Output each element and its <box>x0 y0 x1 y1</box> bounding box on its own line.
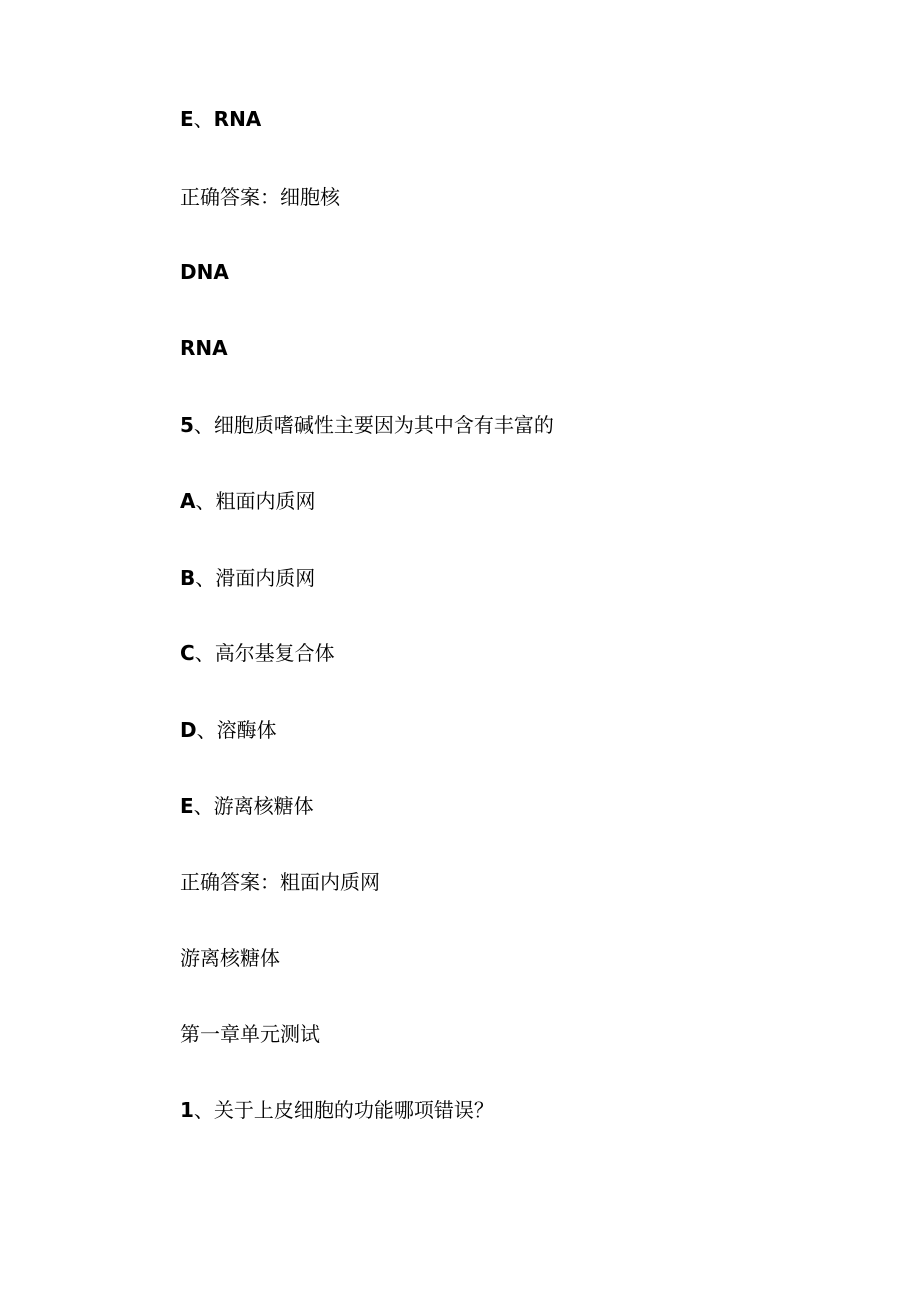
answer-item-dna: DNA <box>180 260 229 284</box>
option-text: 滑面内质网 <box>215 566 316 590</box>
question-separator: 、 <box>193 1098 214 1122</box>
question-1 <box>180 1096 494 1124</box>
option-marker: E <box>180 794 194 818</box>
option-marker: E <box>180 107 194 131</box>
option-marker: C <box>180 641 195 665</box>
option-marker: A <box>180 489 196 513</box>
option-e <box>180 792 314 820</box>
correct-answer-label: 正确答案： <box>180 185 280 209</box>
option-b <box>180 564 315 592</box>
option-separator: 、 <box>196 718 217 742</box>
correct-answer-text: 粗面内质网 <box>280 870 380 894</box>
question-5 <box>180 411 554 439</box>
option-c <box>180 639 335 667</box>
question-number: 5 <box>180 413 194 437</box>
option-separator: 、 <box>194 641 215 665</box>
option-e-rna <box>180 105 261 133</box>
question-text: 细胞质嗜碱性主要因为其中含有丰富的 <box>213 413 554 437</box>
option-text: 高尔基复合体 <box>214 641 335 665</box>
option-separator: 、 <box>193 107 214 131</box>
correct-answer-line <box>180 868 380 896</box>
option-text: 溶酶体 <box>216 718 277 742</box>
option-d <box>180 716 277 744</box>
option-text: RNA <box>213 107 262 131</box>
option-text: 粗面内质网 <box>215 489 316 513</box>
correct-answer-label: 正确答案： <box>180 870 280 894</box>
answer-item: 游离核糖体 <box>180 946 280 970</box>
question-text: 关于上皮细胞的功能哪项错误？ <box>213 1098 494 1122</box>
option-marker: D <box>180 718 197 742</box>
question-separator: 、 <box>193 413 214 437</box>
option-text: 游离核糖体 <box>213 794 314 818</box>
option-separator: 、 <box>193 794 214 818</box>
option-separator: 、 <box>195 489 216 513</box>
question-number: 1 <box>180 1098 194 1122</box>
correct-answer-text: 细胞核 <box>280 185 340 209</box>
option-a <box>180 487 315 515</box>
correct-answer-line <box>180 183 340 211</box>
option-marker: B <box>180 566 196 590</box>
answer-item-rna: RNA <box>180 336 228 360</box>
option-separator: 、 <box>195 566 216 590</box>
chapter-heading: 第一章单元测试 <box>180 1022 320 1046</box>
